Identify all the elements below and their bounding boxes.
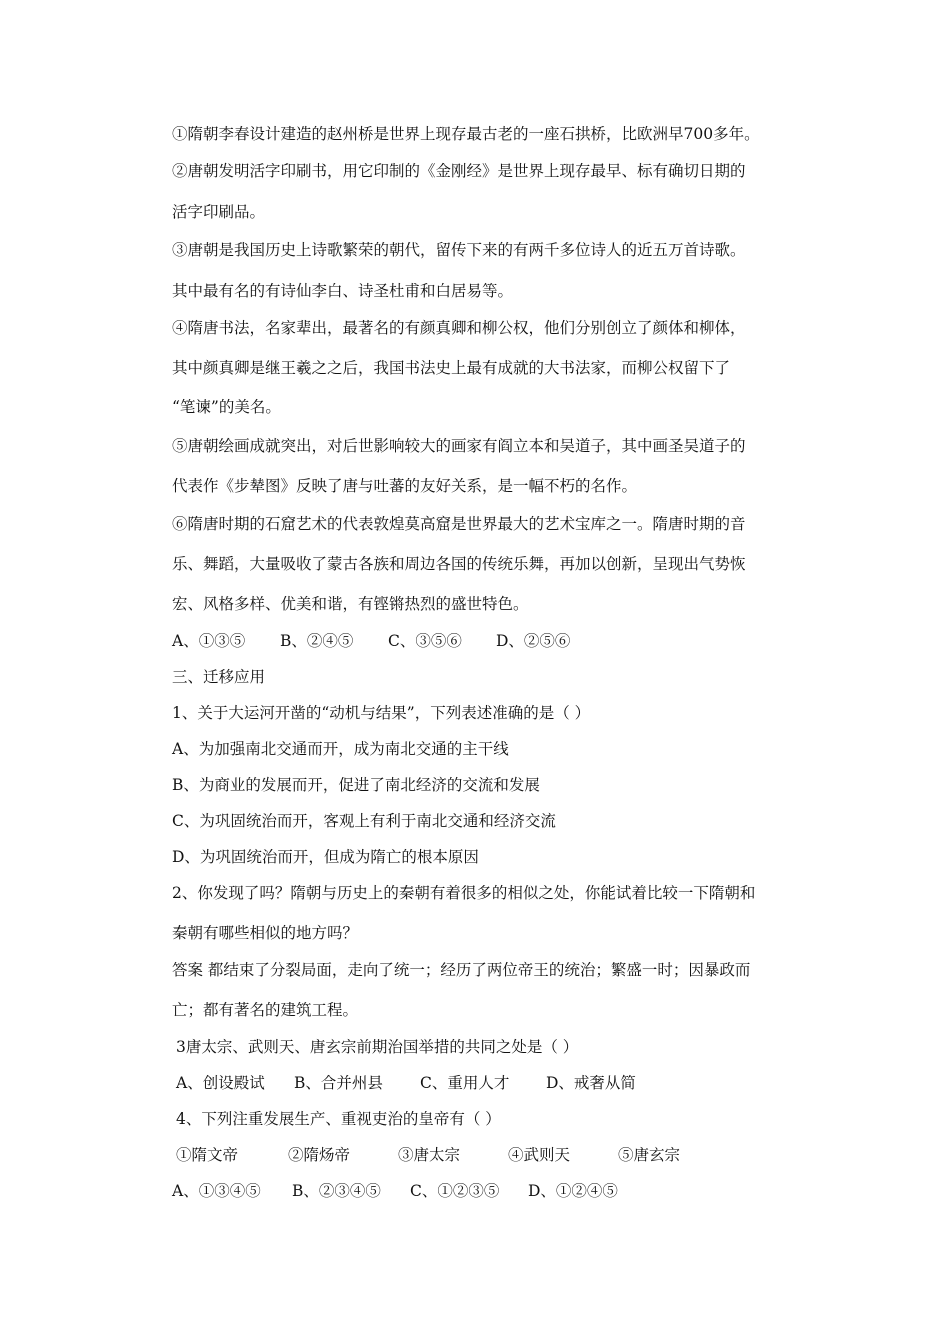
option-d: D、②⑤⑥ xyxy=(496,632,571,650)
option-b: B、②④⑤ xyxy=(280,632,354,650)
statement-1: ①隋朝李春设计建造的赵州桥是世界上现存最古老的一座石拱桥，比欧洲早700多年。 xyxy=(172,125,760,143)
statement-6-line-2: 乐、舞蹈，大量吸收了蒙古各族和周边各国的传统乐舞，再加以创新，呈现出气势恢 xyxy=(172,555,746,573)
question-1-option-a: A、为加强南北交通而开，成为南北交通的主干线 xyxy=(172,740,509,758)
statement-3-line-1: ③唐朝是我国历史上诗歌繁荣的朝代，留传下来的有两千多位诗人的近五万首诗歌。 xyxy=(172,241,746,259)
question-2-answer-line-1: 答案 都结束了分裂局面，走向了统一；经历了两位帝王的统治；繁盛一时；因暴政而 xyxy=(172,961,751,979)
q4-option-c: C、①②③⑤ xyxy=(410,1182,500,1200)
question-4-stem: 4、下列注重发展生产、重视吏治的皇帝有（ ） xyxy=(176,1110,501,1128)
option-c: C、③⑤⑥ xyxy=(388,632,462,650)
question-2-stem-line-2: 秦朝有哪些相似的地方吗？ xyxy=(172,924,359,942)
q4-option-a: A、①③④⑤ xyxy=(172,1182,261,1200)
q4-item-1: ①隋文帝 xyxy=(176,1146,239,1164)
q4-option-b: B、②③④⑤ xyxy=(292,1182,381,1200)
section-title: 三、迁移应用 xyxy=(172,668,266,686)
statement-5-line-2: 代表作《步辇图》反映了唐与吐蕃的友好关系，是一幅不朽的名作。 xyxy=(172,477,638,495)
question-1-option-c: C、为巩固统治而开，客观上有利于南北交通和经济交流 xyxy=(172,812,556,830)
question-1-option-b: B、为商业的发展而开，促进了南北经济的交流和发展 xyxy=(172,776,540,794)
q4-option-d: D、①②④⑤ xyxy=(528,1182,618,1200)
question-1-option-d: D、为巩固统治而开，但成为隋亡的根本原因 xyxy=(172,848,479,866)
question-3-options xyxy=(176,1072,816,1094)
statement-5-line-1: ⑤唐朝绘画成就突出，对后世影响较大的画家有阎立本和吴道子，其中画圣吴道子的 xyxy=(172,437,746,455)
statement-2-line-2: 活字印刷品。 xyxy=(172,203,266,221)
q3-option-a: A、创设殿试 xyxy=(176,1074,265,1092)
q4-item-2: ②隋炀帝 xyxy=(288,1146,351,1164)
statement-3-line-2: 其中最有名的有诗仙李白、诗圣杜甫和白居易等。 xyxy=(172,282,514,300)
question-1-stem: 1、关于大运河开凿的“动机与结果”，下列表述准确的是（ ） xyxy=(172,704,591,722)
statement-2-line-1: ②唐朝发明活字印刷书，用它印制的《金刚经》是世界上现存最早、标有确切日期的 xyxy=(172,162,746,180)
q3-option-d: D、戒奢从简 xyxy=(546,1074,636,1092)
statement-4-line-3: “笔谏”的美名。 xyxy=(172,398,281,416)
q3-option-c: C、重用人才 xyxy=(420,1074,510,1092)
q4-item-4: ④武则天 xyxy=(508,1146,571,1164)
question-4-options xyxy=(172,1180,812,1202)
q4-item-3: ③唐太宗 xyxy=(398,1146,461,1164)
statement-6-line-3: 宏、风格多样、优美和谐，有铿锵热烈的盛世特色。 xyxy=(172,595,529,613)
statements-options xyxy=(172,630,812,652)
q4-item-5: ⑤唐玄宗 xyxy=(618,1146,681,1164)
option-a: A、①③⑤ xyxy=(172,632,246,650)
question-4-items xyxy=(176,1144,816,1166)
question-2-stem-line-1: 2、你发现了吗？隋朝与历史上的秦朝有着很多的相似之处，你能试着比较一下隋朝和 xyxy=(172,884,756,902)
question-3-stem: 3唐太宗、武则天、唐玄宗前期治国举措的共同之处是（ ） xyxy=(176,1038,579,1056)
question-2-answer-line-2: 亡；都有著名的建筑工程。 xyxy=(172,1001,359,1019)
q3-option-b: B、合并州县 xyxy=(294,1074,383,1092)
statement-6-line-1: ⑥隋唐时期的石窟艺术的代表敦煌莫高窟是世界最大的艺术宝库之一。隋唐时期的音 xyxy=(172,515,746,533)
statement-4-line-1: ④隋唐书法，名家辈出，最著名的有颜真卿和柳公权，他们分别创立了颜体和柳体， xyxy=(172,319,746,337)
statement-4-line-2: 其中颜真卿是继王羲之之后，我国书法史上最有成就的大书法家，而柳公权留下了 xyxy=(172,359,731,377)
